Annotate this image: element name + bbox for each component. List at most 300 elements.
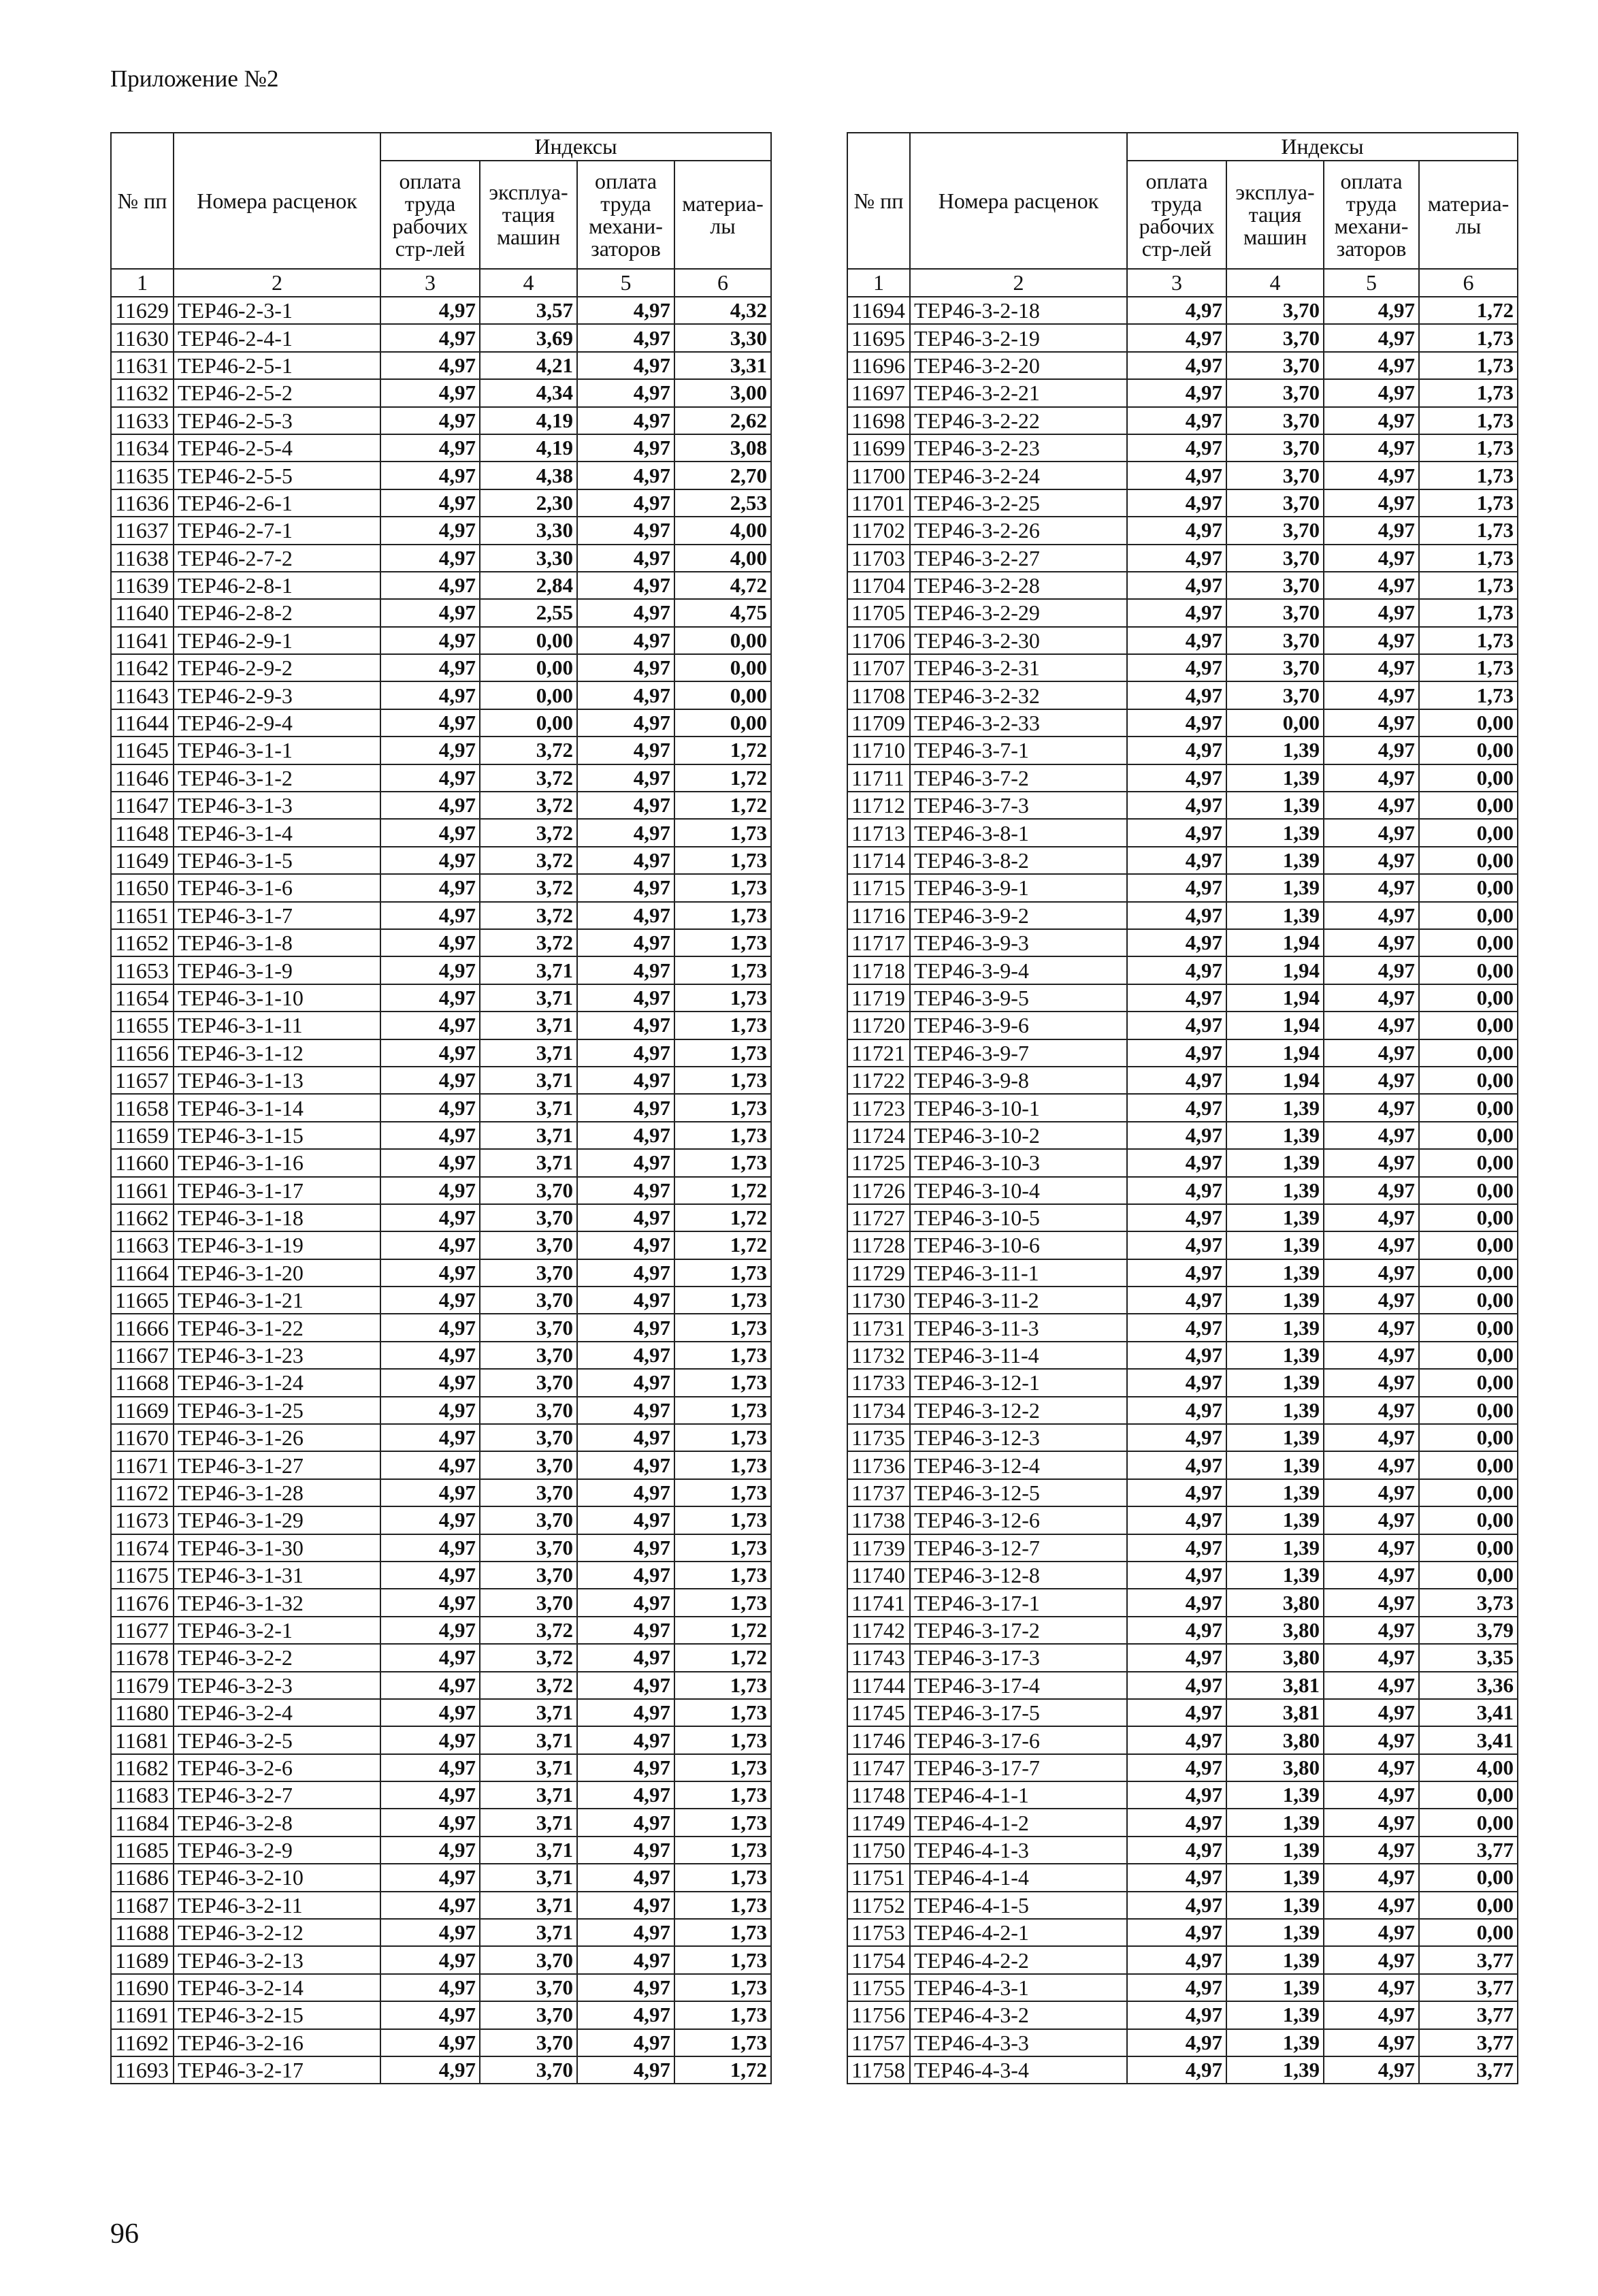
- operators-pay-index: 4,97: [1324, 1589, 1419, 1616]
- rate-code: ТЕР46-4-1-2: [910, 1809, 1127, 1836]
- table-row: [847, 1672, 1518, 1699]
- operators-pay-index: 4,97: [577, 819, 674, 846]
- workers-pay-index: 4,97: [380, 1837, 480, 1864]
- table-row: [111, 627, 771, 654]
- materials-index: 1,72: [674, 2056, 771, 2084]
- operators-pay-index: 4,97: [1324, 1039, 1419, 1067]
- machines-index: 1,39: [1226, 2056, 1324, 2084]
- rate-code: ТЕР46-3-9-6: [910, 1012, 1127, 1039]
- materials-index: 1,73: [674, 1314, 771, 1341]
- operators-pay-index: 4,97: [1324, 1177, 1419, 1204]
- machines-index: 3,70: [480, 1451, 577, 1478]
- table-row: [847, 1259, 1518, 1287]
- table-row: [111, 1946, 771, 1973]
- materials-index: 1,73: [674, 956, 771, 984]
- machines-index: 3,70: [480, 1204, 577, 1231]
- materials-index: 0,00: [1419, 709, 1518, 737]
- table-row: [847, 874, 1518, 901]
- materials-index: 3,35: [1419, 1644, 1518, 1671]
- table-row: [847, 1122, 1518, 1149]
- machines-index: 3,30: [480, 517, 577, 544]
- materials-index: 1,73: [674, 1589, 771, 1616]
- row-number: 11704: [847, 572, 910, 599]
- rate-code: ТЕР46-3-1-19: [174, 1231, 380, 1259]
- row-number: 11634: [111, 434, 174, 462]
- table-row: [847, 352, 1518, 379]
- workers-pay-index: 4,97: [1127, 1149, 1226, 1176]
- workers-pay-index: 4,97: [1127, 956, 1226, 984]
- table-row: [847, 654, 1518, 681]
- machines-index: 3,71: [480, 1754, 577, 1781]
- workers-pay-index: 4,97: [380, 352, 480, 379]
- rate-code: ТЕР46-3-2-6: [174, 1754, 380, 1781]
- table-row: [847, 1589, 1518, 1616]
- row-number: 11749: [847, 1809, 910, 1836]
- table-row: [111, 1617, 771, 1644]
- materials-index: 1,73: [674, 1424, 771, 1451]
- row-number: 11675: [111, 1562, 174, 1589]
- row-number: 11716: [847, 902, 910, 929]
- operators-pay-index: 4,97: [577, 379, 674, 406]
- materials-index: 1,73: [1419, 572, 1518, 599]
- table-row: [111, 2001, 771, 2028]
- machines-index: 1,39: [1226, 1204, 1324, 1231]
- row-number: 11638: [111, 545, 174, 572]
- materials-index: 0,00: [1419, 1342, 1518, 1369]
- table-row: [111, 1726, 771, 1753]
- operators-pay-index: 4,97: [1324, 462, 1419, 489]
- table-row: [111, 1039, 771, 1067]
- workers-pay-index: 4,97: [380, 792, 480, 819]
- row-number: 11738: [847, 1506, 910, 1534]
- row-number: 11642: [111, 654, 174, 681]
- table-row: [847, 1506, 1518, 1534]
- row-number: 11732: [847, 1342, 910, 1369]
- operators-pay-index: 4,97: [1324, 1479, 1419, 1506]
- operators-pay-index: 4,97: [1324, 956, 1419, 984]
- operators-pay-index: 4,97: [577, 1809, 674, 1836]
- row-number: 11729: [847, 1259, 910, 1287]
- workers-pay-index: 4,97: [1127, 462, 1226, 489]
- row-number: 11722: [847, 1067, 910, 1094]
- operators-pay-index: 4,97: [577, 1699, 674, 1726]
- materials-index: 1,73: [674, 1699, 771, 1726]
- table-row: [111, 545, 771, 572]
- row-number: 11739: [847, 1534, 910, 1562]
- table-row: [111, 572, 771, 599]
- materials-index: 1,73: [674, 1562, 771, 1589]
- operators-pay-index: 4,97: [577, 1617, 674, 1644]
- workers-pay-index: 4,97: [380, 1974, 480, 2001]
- workers-pay-index: 4,97: [1127, 792, 1226, 819]
- rate-code: ТЕР46-2-8-2: [174, 599, 380, 626]
- row-number: 11725: [847, 1149, 910, 1176]
- table-row: [847, 1809, 1518, 1836]
- materials-index: 1,73: [674, 1781, 771, 1809]
- table-row: [847, 1369, 1518, 1396]
- operators-pay-index: 4,97: [1324, 1864, 1419, 1891]
- table-row: [111, 2056, 771, 2084]
- row-number: 11755: [847, 1974, 910, 2001]
- rate-code: ТЕР46-3-2-9: [174, 1837, 380, 1864]
- machines-index: 1,39: [1226, 1397, 1324, 1424]
- rate-code: ТЕР46-3-2-18: [910, 297, 1127, 324]
- workers-pay-index: 4,97: [380, 984, 480, 1012]
- operators-pay-index: 4,97: [1324, 1094, 1419, 1121]
- row-number: 11674: [111, 1534, 174, 1562]
- materials-index: 1,73: [674, 1837, 771, 1864]
- row-number: 11645: [111, 737, 174, 764]
- rate-code: ТЕР46-4-1-5: [910, 1892, 1127, 1919]
- workers-pay-index: 4,97: [380, 324, 480, 351]
- workers-pay-index: 4,97: [1127, 379, 1226, 406]
- rate-code: ТЕР46-4-1-1: [910, 1781, 1127, 1809]
- materials-index: 3,77: [1419, 1974, 1518, 2001]
- machines-index: 3,70: [1226, 517, 1324, 544]
- machines-index: 1,39: [1226, 1974, 1324, 2001]
- table-row: [847, 792, 1518, 819]
- workers-pay-index: 4,97: [1127, 1204, 1226, 1231]
- machines-index: 3,72: [480, 1617, 577, 1644]
- row-number: 11656: [111, 1039, 174, 1067]
- materials-index: 2,62: [674, 407, 771, 434]
- row-number: 11700: [847, 462, 910, 489]
- workers-pay-index: 4,97: [380, 545, 480, 572]
- machines-index: 1,39: [1226, 1809, 1324, 1836]
- row-number: 11697: [847, 379, 910, 406]
- rate-code: ТЕР46-3-12-5: [910, 1479, 1127, 1506]
- machines-index: 3,71: [480, 1012, 577, 1039]
- row-number: 11673: [111, 1506, 174, 1534]
- workers-pay-index: 4,97: [380, 1506, 480, 1534]
- table-row: [847, 1837, 1518, 1864]
- rate-code: ТЕР46-3-2-21: [910, 379, 1127, 406]
- row-number: 11721: [847, 1039, 910, 1067]
- row-number: 11699: [847, 434, 910, 462]
- rate-code: ТЕР46-3-11-2: [910, 1287, 1127, 1314]
- workers-pay-index: 4,97: [1127, 1644, 1226, 1671]
- operators-pay-index: 4,97: [1324, 489, 1419, 517]
- workers-pay-index: 4,97: [380, 599, 480, 626]
- table-row: [847, 545, 1518, 572]
- machines-index: 1,94: [1226, 956, 1324, 984]
- row-number: 11751: [847, 1864, 910, 1891]
- col-materials-header: материа-лы: [1419, 161, 1518, 269]
- rate-code: ТЕР46-3-17-2: [910, 1617, 1127, 1644]
- workers-pay-index: 4,97: [380, 654, 480, 681]
- rate-code: ТЕР46-3-1-28: [174, 1479, 380, 1506]
- operators-pay-index: 4,97: [1324, 434, 1419, 462]
- materials-index: 1,73: [674, 929, 771, 956]
- rate-code: ТЕР46-3-2-32: [910, 681, 1127, 709]
- materials-index: 0,00: [1419, 1451, 1518, 1478]
- rate-code: ТЕР46-3-12-3: [910, 1424, 1127, 1451]
- row-number: 11757: [847, 2029, 910, 2056]
- machines-index: 3,72: [480, 874, 577, 901]
- operators-pay-index: 4,97: [577, 1424, 674, 1451]
- row-number: 11658: [111, 1094, 174, 1121]
- operators-pay-index: 4,97: [577, 1644, 674, 1671]
- row-number: 11691: [111, 2001, 174, 2028]
- operators-pay-index: 4,97: [1324, 1067, 1419, 1094]
- machines-index: 3,80: [1226, 1617, 1324, 1644]
- col-codes-header: Номера расценок: [174, 133, 380, 269]
- machines-index: 3,70: [480, 1534, 577, 1562]
- workers-pay-index: 4,97: [1127, 1946, 1226, 1973]
- row-number: 11633: [111, 407, 174, 434]
- rate-code: ТЕР46-2-6-1: [174, 489, 380, 517]
- row-number: 11631: [111, 352, 174, 379]
- workers-pay-index: 4,97: [1127, 352, 1226, 379]
- table-row: [847, 2056, 1518, 2084]
- operators-pay-index: 4,97: [1324, 1699, 1419, 1726]
- operators-pay-index: 4,97: [1324, 1122, 1419, 1149]
- table-row: [847, 1012, 1518, 1039]
- operators-pay-index: 4,97: [1324, 2029, 1419, 2056]
- workers-pay-index: 4,97: [380, 1314, 480, 1341]
- machines-index: 1,39: [1226, 1122, 1324, 1149]
- workers-pay-index: 4,97: [380, 1754, 480, 1781]
- operators-pay-index: 4,97: [1324, 1837, 1419, 1864]
- col-index-1: 1: [847, 269, 910, 297]
- machines-index: 3,81: [1226, 1672, 1324, 1699]
- materials-index: 1,72: [674, 1644, 771, 1671]
- row-number: 11693: [111, 2056, 174, 2084]
- rate-code: ТЕР46-4-3-3: [910, 2029, 1127, 2056]
- rate-code: ТЕР46-3-17-7: [910, 1754, 1127, 1781]
- materials-index: 4,00: [1419, 1754, 1518, 1781]
- page-header: Приложение №2: [110, 65, 279, 92]
- materials-index: 3,08: [674, 434, 771, 462]
- rate-code: ТЕР46-3-2-28: [910, 572, 1127, 599]
- rate-code: ТЕР46-2-9-1: [174, 627, 380, 654]
- rate-code: ТЕР46-3-2-15: [174, 2001, 380, 2028]
- workers-pay-index: 4,97: [380, 517, 480, 544]
- table-row: [847, 1039, 1518, 1067]
- col-index-3: 3: [380, 269, 480, 297]
- rate-code: ТЕР46-3-12-4: [910, 1451, 1127, 1478]
- row-number: 11748: [847, 1781, 910, 1809]
- operators-pay-index: 4,97: [1324, 517, 1419, 544]
- workers-pay-index: 4,97: [380, 1809, 480, 1836]
- operators-pay-index: 4,97: [577, 1919, 674, 1946]
- operators-pay-index: 4,97: [1324, 599, 1419, 626]
- rate-code: ТЕР46-3-10-5: [910, 1204, 1127, 1231]
- operators-pay-index: 4,97: [1324, 681, 1419, 709]
- materials-index: 0,00: [1419, 1919, 1518, 1946]
- materials-index: 0,00: [1419, 902, 1518, 929]
- materials-index: 1,73: [674, 1919, 771, 1946]
- materials-index: 1,72: [674, 737, 771, 764]
- rate-code: ТЕР46-3-1-13: [174, 1067, 380, 1094]
- workers-pay-index: 4,97: [380, 1149, 480, 1176]
- table-row: [847, 1754, 1518, 1781]
- workers-pay-index: 4,97: [380, 2056, 480, 2084]
- operators-pay-index: 4,97: [1324, 2001, 1419, 2028]
- rate-code: ТЕР46-2-9-3: [174, 681, 380, 709]
- operators-pay-index: 4,97: [1324, 737, 1419, 764]
- materials-index: 0,00: [1419, 956, 1518, 984]
- workers-pay-index: 4,97: [1127, 1424, 1226, 1451]
- rate-code: ТЕР46-3-9-1: [910, 874, 1127, 901]
- machines-index: 1,39: [1226, 819, 1324, 846]
- operators-pay-index: 4,97: [1324, 1809, 1419, 1836]
- rate-code: ТЕР46-3-7-2: [910, 764, 1127, 792]
- row-number: 11741: [847, 1589, 910, 1616]
- machines-index: 1,39: [1226, 874, 1324, 901]
- operators-pay-index: 4,97: [1324, 1451, 1419, 1478]
- workers-pay-index: 4,97: [380, 737, 480, 764]
- table-row: [847, 599, 1518, 626]
- table-row: [111, 709, 771, 737]
- operators-pay-index: 4,97: [577, 654, 674, 681]
- materials-index: 1,73: [1419, 352, 1518, 379]
- workers-pay-index: 4,97: [1127, 874, 1226, 901]
- table-row: [847, 1534, 1518, 1562]
- rate-code: ТЕР46-3-1-20: [174, 1259, 380, 1287]
- workers-pay-index: 4,97: [1127, 1342, 1226, 1369]
- operators-pay-index: 4,97: [1324, 847, 1419, 874]
- row-number: 11660: [111, 1149, 174, 1176]
- row-number: 11733: [847, 1369, 910, 1396]
- materials-index: 1,73: [674, 1534, 771, 1562]
- rate-code: ТЕР46-3-2-19: [910, 324, 1127, 351]
- operators-pay-index: 4,97: [577, 1259, 674, 1287]
- operators-pay-index: 4,97: [1324, 1231, 1419, 1259]
- row-number: 11688: [111, 1919, 174, 1946]
- rate-code: ТЕР46-3-2-17: [174, 2056, 380, 2084]
- materials-index: 1,73: [1419, 654, 1518, 681]
- row-number: 11666: [111, 1314, 174, 1341]
- workers-pay-index: 4,97: [380, 1259, 480, 1287]
- rate-code: ТЕР46-3-1-4: [174, 819, 380, 846]
- row-number: 11752: [847, 1892, 910, 1919]
- machines-index: 3,72: [480, 1672, 577, 1699]
- table-row: [847, 1479, 1518, 1506]
- table-row: [111, 1204, 771, 1231]
- table-row: [847, 1617, 1518, 1644]
- workers-pay-index: 4,97: [380, 489, 480, 517]
- workers-pay-index: 4,97: [1127, 627, 1226, 654]
- row-number: 11726: [847, 1177, 910, 1204]
- machines-index: 3,70: [1226, 489, 1324, 517]
- row-number: 11648: [111, 819, 174, 846]
- workers-pay-index: 4,97: [1127, 2029, 1226, 2056]
- materials-index: 0,00: [1419, 1177, 1518, 1204]
- col-group-header: Индексы: [380, 133, 771, 161]
- row-number: 11636: [111, 489, 174, 517]
- machines-index: 3,72: [480, 737, 577, 764]
- table-row: [111, 1177, 771, 1204]
- materials-index: 1,73: [1419, 489, 1518, 517]
- materials-index: 0,00: [1419, 1122, 1518, 1149]
- row-number: 11669: [111, 1397, 174, 1424]
- row-number: 11735: [847, 1424, 910, 1451]
- materials-index: 1,72: [674, 764, 771, 792]
- machines-index: 3,70: [1226, 297, 1324, 324]
- machines-index: 3,81: [1226, 1699, 1324, 1726]
- row-number: 11707: [847, 654, 910, 681]
- workers-pay-index: 4,97: [380, 1892, 480, 1919]
- operators-pay-index: 4,97: [577, 1946, 674, 1973]
- col-operators-pay-header: оплата труда механи-заторов: [1324, 161, 1419, 269]
- rate-code: ТЕР46-3-1-23: [174, 1342, 380, 1369]
- table-row: [847, 1699, 1518, 1726]
- rate-code: ТЕР46-3-12-1: [910, 1369, 1127, 1396]
- table-row: [111, 1562, 771, 1589]
- rate-code: ТЕР46-3-2-14: [174, 1974, 380, 2001]
- workers-pay-index: 4,97: [380, 297, 480, 324]
- operators-pay-index: 4,97: [577, 681, 674, 709]
- operators-pay-index: 4,97: [577, 2029, 674, 2056]
- table-row: [111, 902, 771, 929]
- machines-index: 3,72: [480, 819, 577, 846]
- machines-index: 3,71: [480, 956, 577, 984]
- table-row: [847, 434, 1518, 462]
- table-row: [847, 572, 1518, 599]
- row-number: 11650: [111, 874, 174, 901]
- machines-index: 1,39: [1226, 1177, 1324, 1204]
- table-row: [111, 654, 771, 681]
- machines-index: 3,72: [480, 764, 577, 792]
- materials-index: 0,00: [1419, 1259, 1518, 1287]
- operators-pay-index: 4,97: [1324, 1369, 1419, 1396]
- row-number: 11731: [847, 1314, 910, 1341]
- operators-pay-index: 4,97: [577, 929, 674, 956]
- rate-code: ТЕР46-3-11-1: [910, 1259, 1127, 1287]
- workers-pay-index: 4,97: [380, 1451, 480, 1478]
- operators-pay-index: 4,97: [577, 1892, 674, 1919]
- materials-index: 1,73: [674, 1506, 771, 1534]
- index-table-right: [847, 132, 1518, 2084]
- workers-pay-index: 4,97: [1127, 737, 1226, 764]
- rate-code: ТЕР46-4-3-1: [910, 1974, 1127, 2001]
- machines-index: 3,70: [1226, 681, 1324, 709]
- operators-pay-index: 4,97: [577, 1534, 674, 1562]
- table-row: [847, 1149, 1518, 1176]
- materials-index: 0,00: [1419, 1479, 1518, 1506]
- workers-pay-index: 4,97: [1127, 1864, 1226, 1891]
- table-row: [111, 1534, 771, 1562]
- machines-index: 1,39: [1226, 1562, 1324, 1589]
- machines-index: 3,71: [480, 1892, 577, 1919]
- workers-pay-index: 4,97: [1127, 1177, 1226, 1204]
- rate-code: ТЕР46-3-1-9: [174, 956, 380, 984]
- machines-index: 2,55: [480, 599, 577, 626]
- table-row: [847, 847, 1518, 874]
- table-row: [111, 737, 771, 764]
- operators-pay-index: 4,97: [1324, 1672, 1419, 1699]
- rate-code: ТЕР46-3-1-30: [174, 1534, 380, 1562]
- operators-pay-index: 4,97: [1324, 1781, 1419, 1809]
- operators-pay-index: 4,97: [577, 1451, 674, 1478]
- materials-index: 0,00: [1419, 929, 1518, 956]
- table-row: [111, 1809, 771, 1836]
- workers-pay-index: 4,97: [380, 1617, 480, 1644]
- machines-index: 1,39: [1226, 2001, 1324, 2028]
- rate-code: ТЕР46-3-2-13: [174, 1946, 380, 1973]
- machines-index: 1,39: [1226, 1506, 1324, 1534]
- table-row: [847, 1451, 1518, 1478]
- row-number: 11667: [111, 1342, 174, 1369]
- table-row: [111, 1864, 771, 1891]
- workers-pay-index: 4,97: [1127, 1039, 1226, 1067]
- table-row: [111, 1397, 771, 1424]
- operators-pay-index: 4,97: [1324, 1149, 1419, 1176]
- table-row: [847, 1892, 1518, 1919]
- materials-index: 3,30: [674, 324, 771, 351]
- materials-index: 1,73: [674, 902, 771, 929]
